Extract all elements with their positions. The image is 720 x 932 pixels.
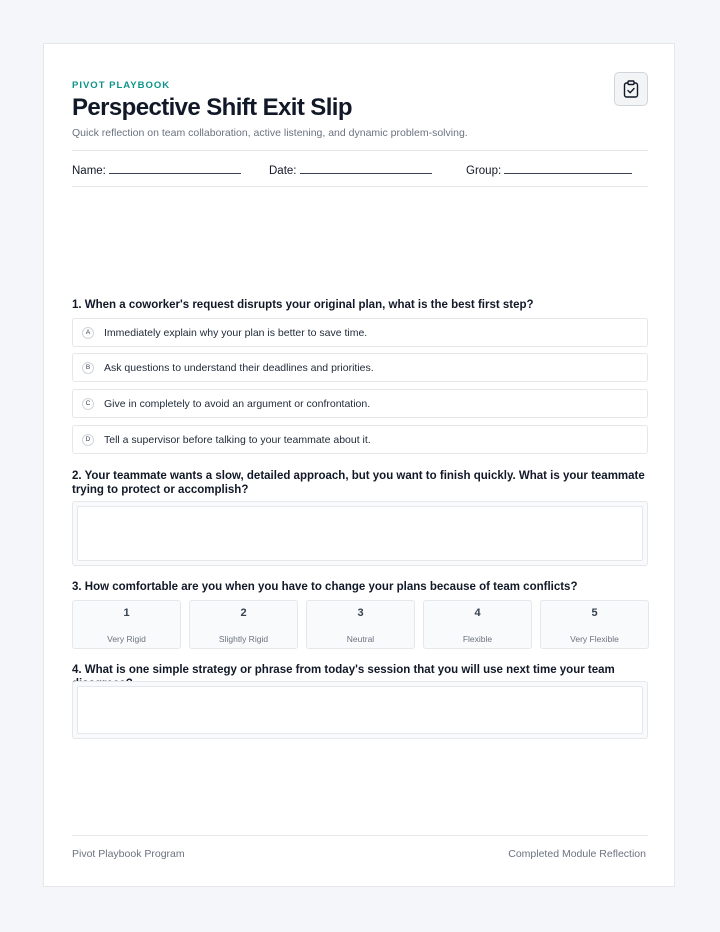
footer-status: Completed Module Reflection xyxy=(508,848,646,860)
page-subtitle: Quick reflection on team collaboration, active listening, and dynamic problem-solving. xyxy=(72,127,468,139)
q4-answer-box[interactable] xyxy=(72,681,648,739)
option-letter: D xyxy=(82,434,94,446)
option-text: Give in completely to avoid an argument or confrontation. xyxy=(104,397,371,410)
scale-number: 3 xyxy=(357,607,364,619)
scale-label: Flexible xyxy=(462,634,493,644)
scale-option-1[interactable] xyxy=(72,600,181,649)
scale-option-4[interactable] xyxy=(423,600,532,649)
q1-option-c[interactable] xyxy=(72,389,648,418)
fields-divider xyxy=(72,186,648,187)
clipboard-button[interactable] xyxy=(614,72,648,106)
option-text: Tell a supervisor before talking to your teammate about it. xyxy=(104,433,371,446)
option-letter: C xyxy=(82,398,94,410)
group-label: Group: xyxy=(466,165,502,177)
question-2: 2. Your teammate wants a slow, detailed approach, but you want to finish quickly. What is your teammate trying to protect or accomplish? xyxy=(72,470,645,496)
option-text: Immediately explain why your plan is better to save time. xyxy=(104,326,368,339)
option-text: Ask questions to understand their deadlines and priorities. xyxy=(104,361,374,374)
q1-option-a[interactable] xyxy=(72,318,648,347)
scale-option-5[interactable] xyxy=(540,600,649,649)
name-label: Name: xyxy=(72,165,106,177)
group-field[interactable] xyxy=(466,162,632,177)
question-1: 1. When a coworker's request disrupts your original plan, what is the best first step? xyxy=(72,299,534,311)
q2-answer-box[interactable] xyxy=(72,501,648,566)
scale-label: Slightly Rigid xyxy=(218,634,269,644)
scale-number: 4 xyxy=(474,607,481,619)
scale-number: 5 xyxy=(591,607,598,619)
scale-label: Neutral xyxy=(346,634,375,644)
header-divider xyxy=(72,150,648,151)
page-title: Perspective Shift Exit Slip xyxy=(72,94,352,121)
scale-number: 1 xyxy=(123,607,130,619)
group-line[interactable] xyxy=(504,162,632,174)
q4-answer-input[interactable] xyxy=(77,686,643,734)
name-field[interactable] xyxy=(72,162,241,177)
scale-label: Very Rigid xyxy=(107,634,146,644)
footer-divider xyxy=(72,835,648,836)
question-3: 3. How comfortable are you when you have to change your plans because of team conflicts? xyxy=(72,581,578,593)
scale-option-3[interactable] xyxy=(306,600,415,649)
option-letter: A xyxy=(82,327,94,339)
clipboard-check-icon xyxy=(623,80,639,98)
exit-slip-sheet xyxy=(43,43,675,887)
date-label: Date: xyxy=(269,165,297,177)
q2-answer-input[interactable] xyxy=(77,506,643,561)
option-letter: B xyxy=(82,362,94,374)
question-4: 4. What is one simple strategy or phrase from today's session that you will use next time your team xyxy=(72,664,615,676)
brand-label: PIVOT PLAYBOOK xyxy=(72,80,171,91)
name-line[interactable] xyxy=(109,162,241,174)
scale-option-2[interactable] xyxy=(189,600,298,649)
date-field[interactable] xyxy=(269,162,432,177)
q1-option-b[interactable] xyxy=(72,353,648,382)
q1-option-d[interactable] xyxy=(72,425,648,454)
scale-number: 2 xyxy=(240,607,247,619)
date-line[interactable] xyxy=(300,162,432,174)
scale-label: Very Flexible xyxy=(570,634,619,644)
footer-program: Pivot Playbook Program xyxy=(72,848,185,860)
